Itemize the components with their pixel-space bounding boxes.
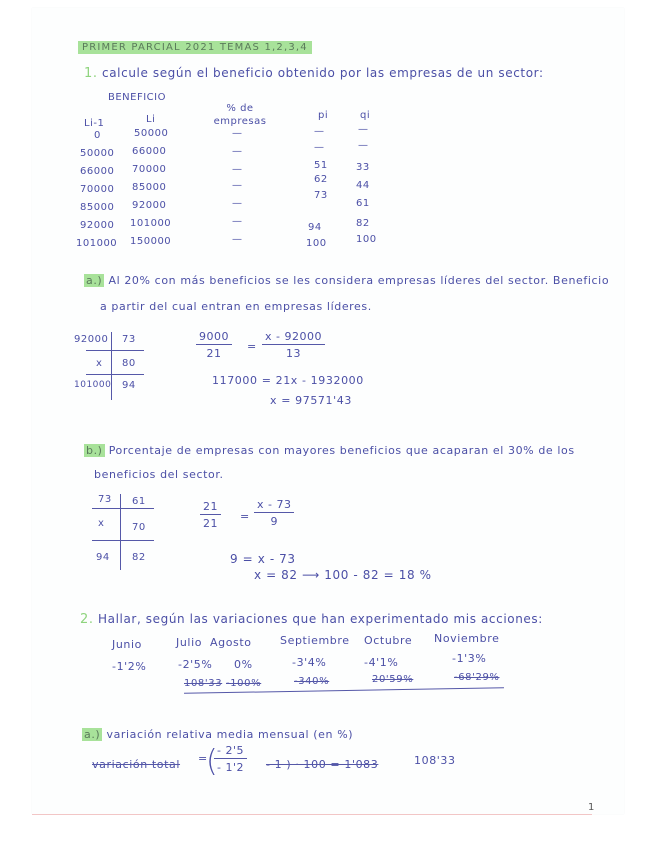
- table-header-pct: % de empresas: [213, 103, 267, 127]
- notebook-page: [32, 8, 624, 814]
- part-a-equation: 117000 = 21x - 1932000: [212, 374, 364, 387]
- table-header-li-1: Li-1: [84, 118, 105, 129]
- open-paren: (: [206, 744, 219, 779]
- page-number: 1: [588, 802, 595, 813]
- table-header-li: Li: [146, 114, 156, 125]
- exercise-2-number: 2.: [80, 612, 94, 627]
- ex2-result: 108'33: [414, 754, 456, 767]
- part-b-statement: b.) Porcentaje de empresas con mayores beneficios que acaparan el 30% de los: [86, 444, 575, 457]
- part-a-statement: a.) Al 20% con más beneficios se les considera empresas líderes del sector. Beneficio: [86, 274, 610, 287]
- table-header-qi: qi: [360, 110, 371, 121]
- part-b-statement-cont: beneficios del sector.: [94, 468, 224, 481]
- part-a-fraction-left: $\frac{9000}{21}$: [196, 330, 232, 360]
- page-bottom-edge: [32, 814, 592, 815]
- part-b-equation: 9 = x - 73: [230, 552, 296, 566]
- part-a-result: x = 97571'43: [270, 394, 352, 407]
- ex2-fraction: $\frac{- 2'5}{- 1'2}$: [214, 744, 247, 774]
- table-header-pi: pi: [318, 110, 329, 121]
- part-a-fraction-right: $\frac{x - 92000}{13}$: [262, 330, 325, 360]
- ex2-expression: - 1 ) · 100 = 1'083: [266, 758, 379, 771]
- exercise-2-statement: 2. Hallar, según las variaciones que han experimentado mis acciones:: [80, 612, 543, 627]
- ex2-struck-prefix: variación total: [92, 758, 181, 771]
- part-a-statement-cont: a partir del cual entran en empresas líderes.: [100, 300, 372, 313]
- exercise-1-statement: 1. calcule según el beneficio obtenido por las empresas de un sector:: [84, 66, 544, 81]
- part-b-result: x = 82 ⟶ 100 - 82 = 18 %: [254, 568, 432, 582]
- table-group-header: BENEFICIO: [108, 92, 166, 103]
- exercise-1-number: 1.: [84, 66, 98, 81]
- part-b-fraction-right: $\frac{x - 73}{9}$: [254, 498, 294, 528]
- part-b-fraction-left: $\frac{21}{21}$: [200, 500, 221, 530]
- ex2-part-a-statement: a.) variación relativa media mensual (en %): [84, 728, 354, 741]
- document-title: PRIMER PARCIAL 2021 TEMAS 1,2,3,4: [78, 40, 312, 53]
